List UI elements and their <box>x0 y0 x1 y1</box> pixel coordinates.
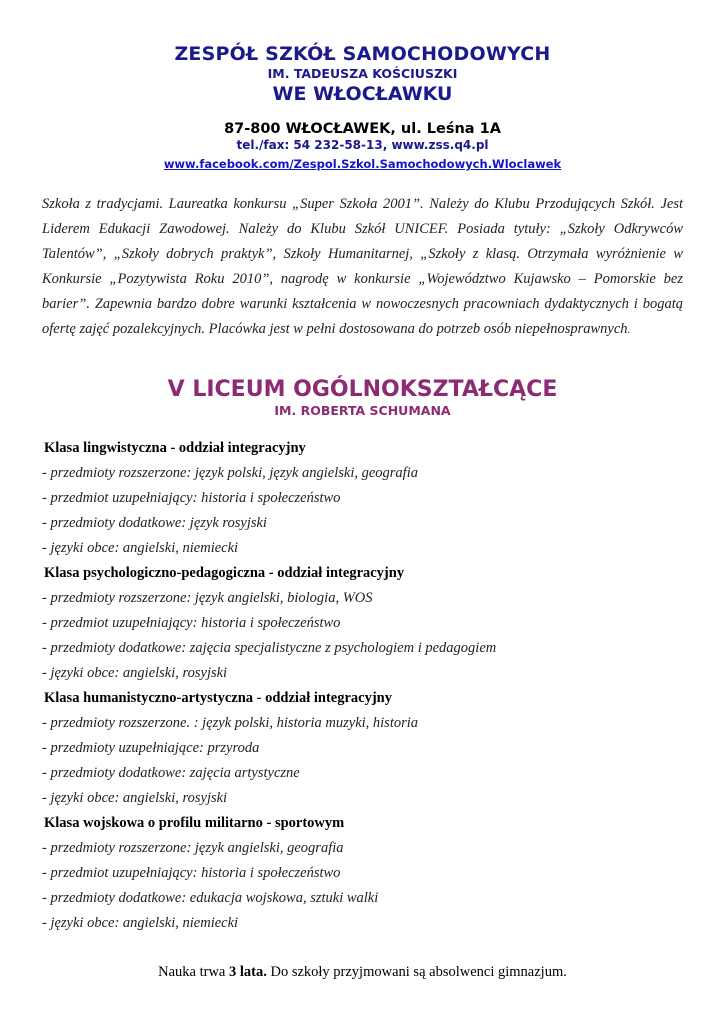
class-detail: - przedmioty uzupełniające: przyroda <box>42 740 260 756</box>
class-detail: - przedmioty dodatkowe: język rosyjski <box>42 515 267 531</box>
school-city: WE WŁOCŁAWKU <box>272 83 453 105</box>
footer-prefix: Nauka trwa <box>158 964 229 980</box>
class-detail: - przedmioty dodatkowe: zajęcia specjalistyczne z psychologiem i pedagogiem <box>42 640 497 656</box>
school-contact: tel./fax: 54 232-58-13, www.zss.q4.pl <box>236 138 489 152</box>
liceum-title: V LICEUM OGÓLNOKSZTAŁCĄCE <box>167 377 558 402</box>
school-header <box>42 0 683 172</box>
class-detail: - przedmioty rozszerzone: język polski, język angielski, geografia <box>42 465 418 481</box>
footer-duration: 3 lata. <box>228 964 267 980</box>
class-list <box>42 436 683 936</box>
intro-text: Szkoła z tradycjami. Laureatka konkursu „Super Szkoła 2001”. Należy do Klubu Przodujących Szkół. Jest Liderem Edukacji Zawodowej. Należy do Klubu Szkół UNICEF. Posiada tytuły: „Szkoły Odkrywców Talentów”, „Szkoły dobrych praktyk”, Szkoły Humanitarnej, „Szkoły z klasą. Otrzymała wyróżnienie w Konkursie „Pozytywista Roku 2010”, nagrodę w konkursie „Województwo Kujawsko – Pomorskie bez barier”. Zapewnia bardzo dobre warunki kształcenia w nowoczesnych pracowniach dydaktycznych i bogatą ofertę zajęć pozalekcyjnych. Placówka jest w pełni dostosowana do potrzeb osób niepełnosprawnych <box>42 196 683 337</box>
class-detail: - przedmioty rozszerzone. : język polski, historia muzyki, historia <box>42 715 419 731</box>
intro-paragraph <box>42 192 683 343</box>
class-name: Klasa lingwistyczna - oddział integracyjny <box>44 440 306 456</box>
class-block <box>42 686 683 811</box>
school-patron: IM. TADEUSZA KOŚCIUSZKI <box>267 66 458 81</box>
class-detail: - przedmioty rozszerzone: język angielski, geografia <box>42 840 344 856</box>
class-block <box>42 436 683 561</box>
class-name: Klasa humanistyczno-artystyczna - oddział integracyjny <box>44 690 392 706</box>
class-detail: - przedmiot uzupełniający: historia i społeczeństwo <box>42 865 341 881</box>
class-block <box>42 561 683 686</box>
facebook-link[interactable]: www.facebook.com/Zespol.Szkol.Samochodowych.Wloclawek <box>163 157 562 171</box>
class-detail: - języki obce: angielski, niemiecki <box>42 915 239 931</box>
school-address: 87-800 WŁOCŁAWEK, ul. Leśna 1A <box>224 121 501 137</box>
intro-end: . <box>627 325 631 336</box>
school-title: ZESPÓŁ SZKÓŁ SAMOCHODOWYCH <box>174 43 551 65</box>
class-detail: - przedmiot uzupełniający: historia i społeczeństwo <box>42 490 341 506</box>
class-block <box>42 811 683 936</box>
class-detail: - przedmiot uzupełniający: historia i społeczeństwo <box>42 615 341 631</box>
footer-suffix: Do szkoły przyjmowani są absolwenci gimnazjum. <box>266 964 567 980</box>
class-name: Klasa wojskowa o profilu militarno - sportowym <box>44 815 345 831</box>
class-detail: - przedmioty dodatkowe: zajęcia artystyczne <box>42 765 300 781</box>
class-detail: - przedmioty rozszerzone: język angielski, biologia, WOS <box>42 590 373 606</box>
class-detail: - języki obce: angielski, niemiecki <box>42 540 239 556</box>
class-detail: - języki obce: angielski, rosyjski <box>42 665 228 681</box>
liceum-patron: IM. ROBERTA SCHUMANA <box>274 403 451 418</box>
footer-note <box>0 962 725 982</box>
class-name: Klasa psychologiczno-pedagogiczna - oddział integracyjny <box>44 565 405 581</box>
class-detail: - przedmioty dodatkowe: edukacja wojskowa, sztuki walki <box>42 890 379 906</box>
class-detail: - języki obce: angielski, rosyjski <box>42 790 228 806</box>
